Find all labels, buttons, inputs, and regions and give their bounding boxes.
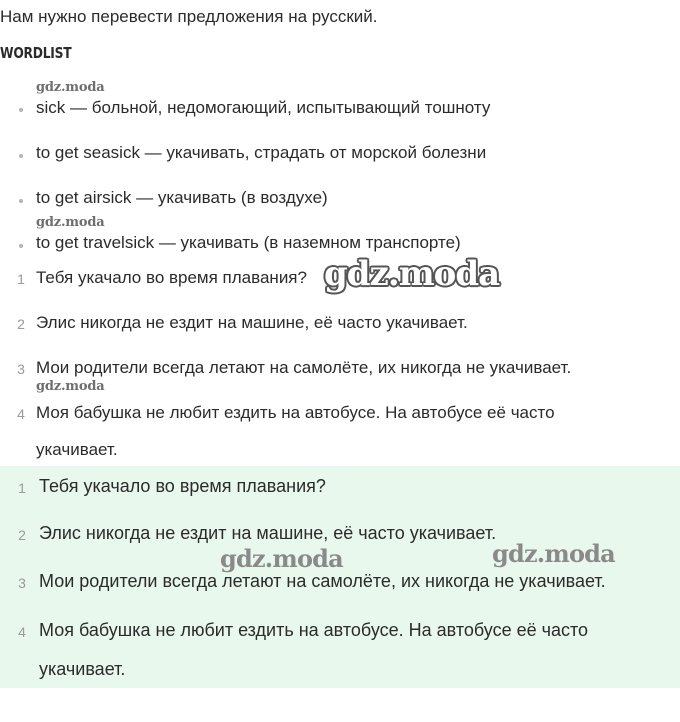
watermark: gdz.moda bbox=[36, 80, 105, 95]
list-number: 3 bbox=[17, 361, 25, 377]
watermark: gdz.moda bbox=[324, 254, 500, 294]
bullet-icon bbox=[19, 244, 23, 248]
intro-text: Нам нужно перевести предложения на русский. bbox=[0, 7, 378, 26]
watermark: gdz.moda bbox=[492, 539, 615, 568]
watermark: gdz.moda bbox=[36, 379, 105, 394]
task-item: Моя бабушка не любит ездить на автобусе. На автобусе её часто bbox=[36, 403, 555, 422]
list-number: 2 bbox=[17, 316, 25, 332]
answer-item: Мои родители всегда летают на самолёте, их никогда не укачивает. bbox=[39, 571, 606, 591]
answer-item: Моя бабушка не любит ездить на автобусе. На автобусе её часто bbox=[39, 620, 589, 640]
wordlist-item: to get airsick — укачивать (в воздухе) bbox=[36, 188, 328, 207]
answer-item-continued: укачивает. bbox=[39, 659, 126, 679]
bullet-icon bbox=[19, 108, 23, 112]
watermark: gdz.moda bbox=[36, 215, 105, 230]
wordlist-item: to get travelsick — укачивать (в наземном транспорте) bbox=[36, 233, 461, 252]
list-number: 1 bbox=[18, 480, 26, 496]
task-item: Элис никогда не ездит на машине, её часто укачивает. bbox=[36, 313, 468, 332]
answer-item: Элис никогда не ездит на машине, её часто укачивает. bbox=[39, 523, 497, 543]
task-item: Тебя укачало во время плавания? bbox=[36, 268, 307, 287]
list-number: 4 bbox=[17, 406, 25, 422]
wordlist-item: sick — больной, недомогающий, испытывающий тошноту bbox=[36, 98, 491, 117]
answer-item: Тебя укачало во время плавания? bbox=[39, 476, 326, 496]
task-item: Мои родители всегда летают на самолёте, их никогда не укачивает. bbox=[36, 358, 572, 377]
bullet-icon bbox=[19, 154, 23, 158]
watermark: gdz.moda bbox=[220, 544, 343, 573]
bullet-icon bbox=[19, 199, 23, 203]
list-number: 2 bbox=[18, 527, 26, 543]
list-number: 4 bbox=[18, 624, 26, 640]
wordlist-item: to get seasick — укачивать, страдать от морской болезни bbox=[36, 143, 487, 162]
list-number: 1 bbox=[17, 271, 25, 287]
task-item-continued: укачивает. bbox=[36, 440, 118, 459]
list-number: 3 bbox=[18, 575, 26, 591]
wordlist-heading: WORDLIST bbox=[0, 44, 72, 62]
